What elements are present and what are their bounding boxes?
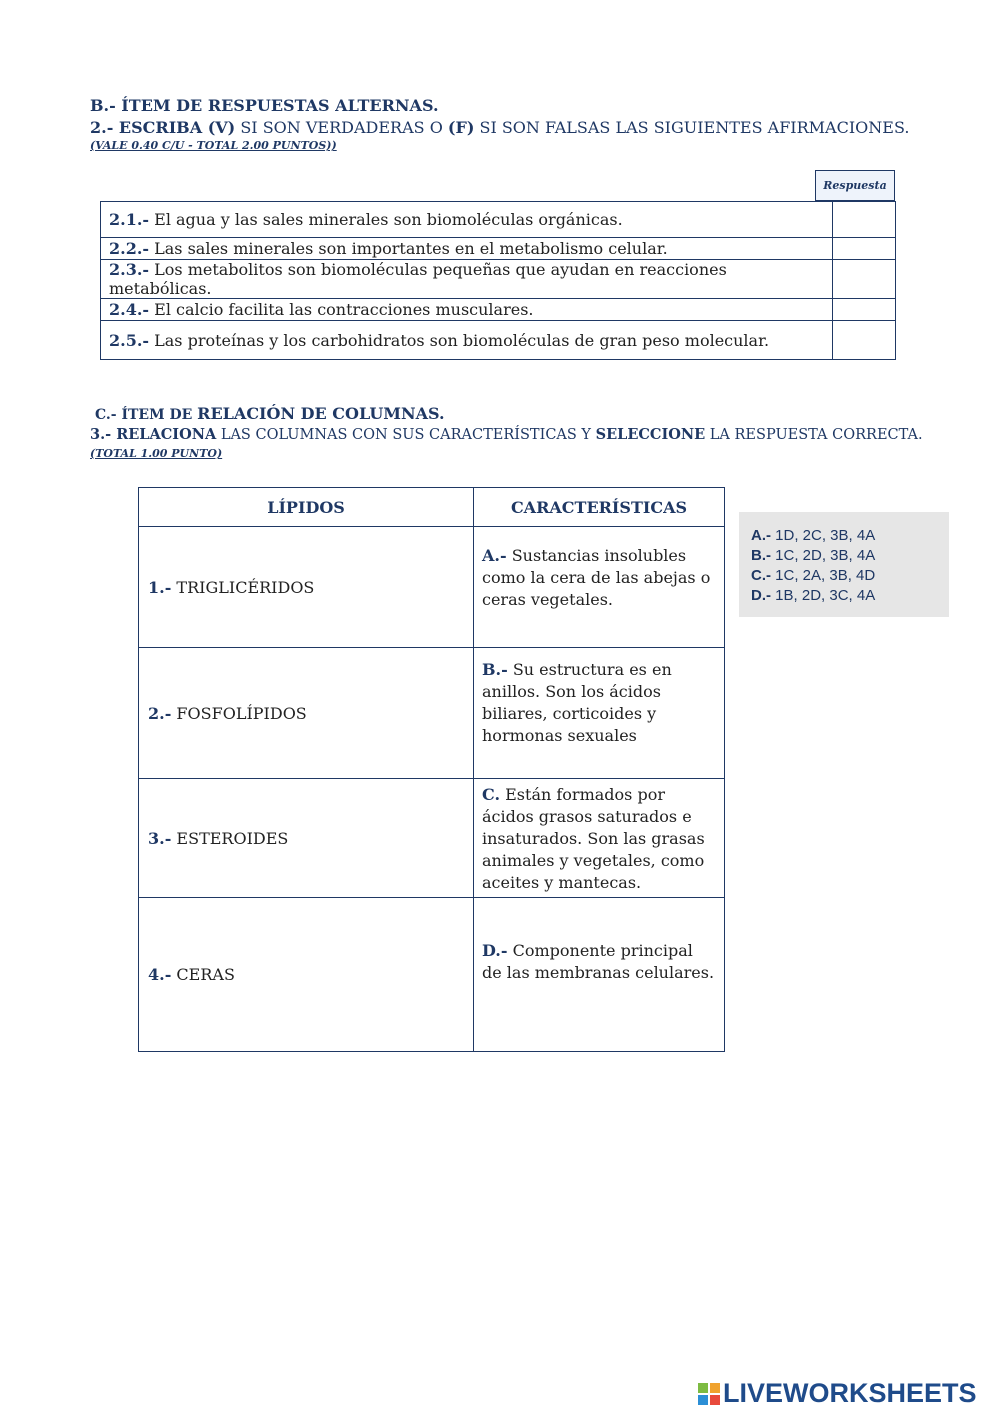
- statement-text: Las proteínas y los carbohidratos son biomoléculas de gran peso molecular.: [149, 330, 770, 350]
- option-b[interactable]: [751, 546, 949, 566]
- table-row: [101, 238, 896, 260]
- lipid-name: CERAS: [171, 965, 235, 984]
- instruction-lead: 2.- ESCRIBA (V): [90, 118, 236, 137]
- lipid-cell: [139, 779, 474, 898]
- answer-input-cell[interactable]: [833, 202, 896, 238]
- statement-cell: [101, 260, 833, 299]
- column-header-lipids: LÍPIDOS: [139, 488, 474, 527]
- statement-number: 2.1.-: [109, 210, 150, 229]
- answer-input-cell[interactable]: [833, 321, 896, 360]
- instruction-mid: LAS COLUMNAS CON SUS CARACTERÍSTICAS Y: [216, 427, 596, 443]
- logo-text: LIVEWORKSHEETS: [723, 1378, 977, 1408]
- characteristic-cell: [474, 527, 725, 648]
- option-a[interactable]: [751, 526, 949, 546]
- characteristic-text: Componente principal de las membranas celulares.: [482, 941, 715, 982]
- statement-cell: [101, 299, 833, 321]
- statement-text: Los metabolitos son biomoléculas pequeñas que ayudan en reacciones metabólicas.: [109, 260, 727, 298]
- section-c-points-note: (TOTAL 1.00 PUNTO): [90, 447, 223, 460]
- instruction-tail: LA RESPUESTA CORRECTA.: [705, 427, 923, 443]
- characteristic-cell: [474, 779, 725, 898]
- option-letter: A.-: [751, 527, 771, 544]
- characteristic-letter: C.: [482, 785, 501, 804]
- lipid-cell: [139, 898, 474, 1052]
- characteristic-letter: B.-: [482, 660, 508, 679]
- table-row: [139, 898, 725, 1052]
- option-text: 1D, 2C, 3B, 4A: [771, 527, 876, 544]
- lipid-cell: [139, 527, 474, 648]
- characteristic-text: Están formados por ácidos grasos saturados e insaturados. Son las grasas animales y vegetales, como aceites y mantecas.: [482, 785, 705, 892]
- table-row: [101, 321, 896, 360]
- answer-input-cell[interactable]: [833, 299, 896, 321]
- lipid-number: 1.-: [148, 577, 172, 597]
- lipid-cell: [139, 648, 474, 779]
- statement-number: 2.3.-: [109, 260, 150, 279]
- liveworksheets-logo: [697, 1378, 977, 1409]
- table-row: [101, 299, 896, 321]
- lipid-number: 4.-: [148, 965, 172, 984]
- statement-number: 2.4.-: [109, 300, 150, 319]
- lipid-name: TRIGLICÉRIDOS: [171, 577, 315, 597]
- characteristic-cell: [474, 648, 725, 779]
- table-row: [139, 527, 725, 648]
- column-header-characteristics: CARACTERÍSTICAS: [474, 488, 725, 527]
- true-false-table: [100, 201, 896, 360]
- section-b-title: B.- ÍTEM DE RESPUESTAS ALTERNAS.: [90, 96, 439, 115]
- instruction-seleccione: SELECCIONE: [595, 426, 706, 443]
- section-c-instruction: [90, 426, 923, 443]
- section-c-title-prefix: C.- ÍTEM DE: [95, 407, 198, 423]
- table-row: [139, 779, 725, 898]
- answer-column-header: Respuesta: [815, 170, 895, 201]
- lipid-number: 2.-: [148, 703, 172, 723]
- lipid-name: ESTEROIDES: [171, 828, 289, 848]
- characteristic-text: Sustancias insolubles como la cera de las abejas o ceras vegetales.: [482, 546, 711, 609]
- logo-mark-icon: [697, 1382, 721, 1406]
- statement-number: 2.5.-: [109, 330, 150, 350]
- statement-text: El calcio facilita las contracciones musculares.: [149, 300, 534, 319]
- statement-text: El agua y las sales minerales son biomoléculas orgánicas.: [149, 210, 623, 229]
- instruction-relaciona: 3.- RELACIONA: [90, 426, 217, 443]
- table-row: [101, 260, 896, 299]
- lipid-name: FOSFOLÍPIDOS: [171, 703, 307, 723]
- instruction-tail: SI SON FALSAS LAS SIGUIENTES AFIRMACIONES.: [474, 118, 910, 137]
- option-d[interactable]: [751, 586, 949, 606]
- statement-text: Las sales minerales son importantes en el metabolismo celular.: [149, 239, 668, 258]
- characteristic-text: Su estructura es en anillos. Son los ácidos biliares, corticoides y hormonas sexuales: [482, 660, 672, 745]
- instruction-mid: SI SON VERDADERAS O: [235, 118, 448, 137]
- statement-cell: [101, 202, 833, 238]
- table-header-row: [139, 488, 725, 527]
- option-letter: D.-: [751, 587, 771, 604]
- option-letter: B.-: [751, 547, 771, 564]
- option-c[interactable]: [751, 566, 949, 586]
- answer-input-cell[interactable]: [833, 260, 896, 299]
- characteristic-letter: D.-: [482, 941, 508, 960]
- statement-number: 2.2.-: [109, 239, 150, 258]
- section-b-instruction: [90, 118, 909, 137]
- section-c-title: [95, 404, 445, 423]
- matching-table: [138, 487, 725, 1052]
- option-text: 1C, 2A, 3B, 4D: [771, 567, 876, 584]
- instruction-f: (F): [447, 118, 475, 137]
- option-letter: C.-: [751, 567, 771, 584]
- section-b-points-note: (VALE 0.40 C/U - TOTAL 2.00 PUNTOS)): [90, 139, 337, 152]
- characteristic-cell: [474, 898, 725, 1052]
- answer-input-cell[interactable]: [833, 238, 896, 260]
- table-row: [139, 648, 725, 779]
- characteristic-letter: A.-: [482, 546, 507, 565]
- section-c-title-main: RELACIÓN DE COLUMNAS.: [197, 404, 445, 423]
- statement-cell: [101, 238, 833, 260]
- option-text: 1C, 2D, 3B, 4A: [771, 547, 876, 564]
- option-text: 1B, 2D, 3C, 4A: [771, 587, 876, 604]
- statement-cell: [101, 321, 833, 360]
- table-row: [101, 202, 896, 238]
- lipid-number: 3.-: [148, 828, 172, 848]
- answer-options-box: [739, 512, 949, 617]
